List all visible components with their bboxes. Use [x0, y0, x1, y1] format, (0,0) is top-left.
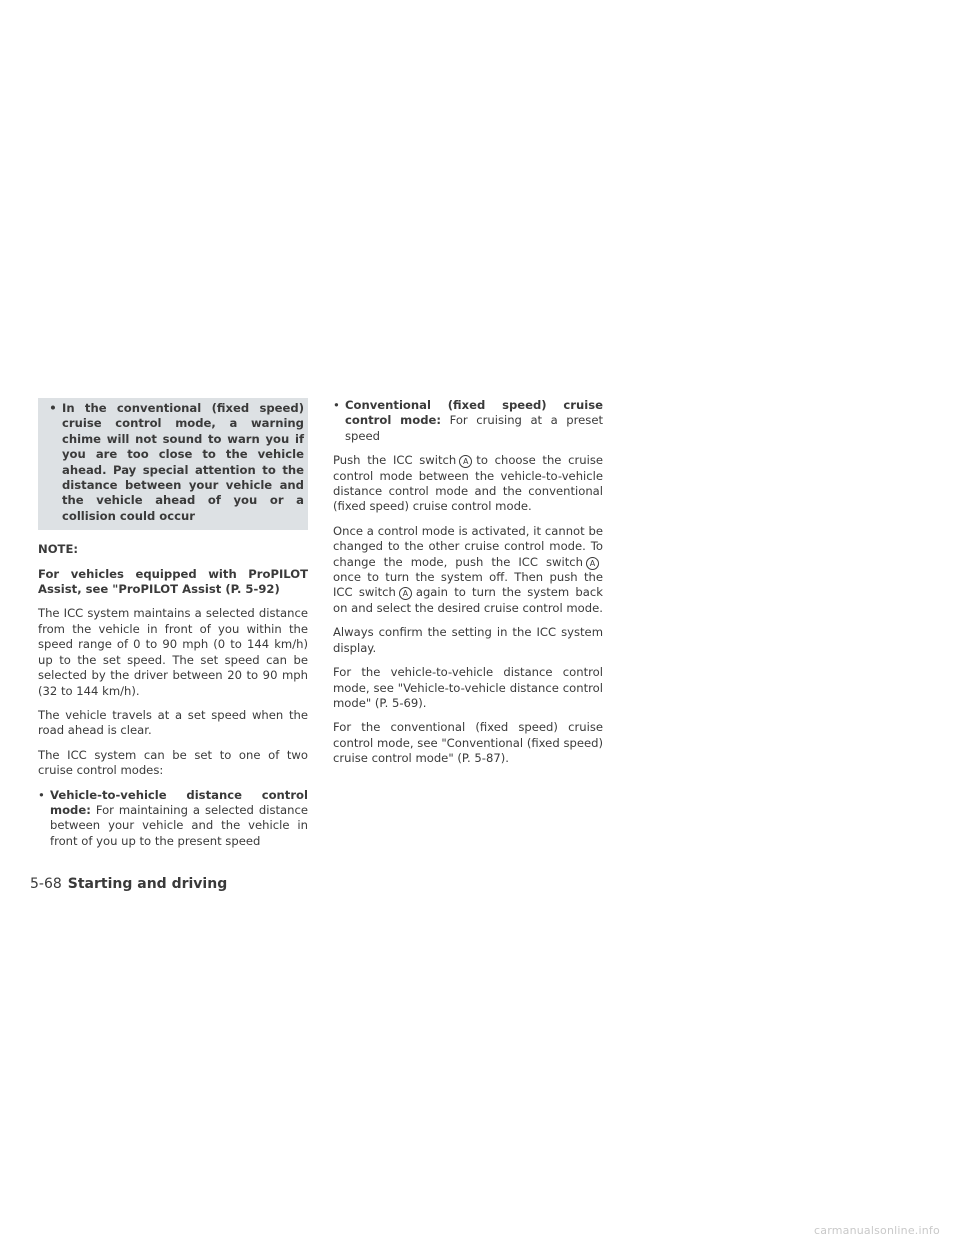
text-fragment: Push the ICC switch	[333, 453, 457, 468]
bullet-dot: •	[38, 787, 45, 802]
section-title: Starting and driving	[67, 876, 228, 892]
list-item-label: Vehicle-to-vehicle distance control mode:	[50, 787, 308, 817]
list-item-description: For cruising at a preset speed	[345, 413, 604, 443]
bullet-dot: •	[49, 401, 57, 415]
left-column	[38, 398, 308, 858]
list-item-text	[345, 398, 603, 444]
paragraph-two-modes: The ICC system can be set to one of two cruise control modes:	[38, 747, 308, 778]
list-item-distance-mode	[38, 788, 308, 850]
watermark: carmanualsonline.info	[814, 1224, 940, 1237]
paragraph-distance-reference: For the vehicle-to-vehicle distance control mode, see "Vehicle-to-vehicle distance control mode" (P. 5-69).	[333, 665, 603, 710]
note-heading: NOTE:	[38, 542, 79, 557]
warning-bullet-item	[44, 401, 304, 524]
list-item-description: For maintaining a selected distance between your vehicle and the vehicle in front of you up to the present speed	[50, 802, 308, 848]
text-fragment: to choose the cruise control mode between the vehicle-to-vehicle distance control mode and the conventional (fixed speed) cruise control mode.	[333, 453, 604, 514]
callout-a-icon: A	[399, 587, 412, 600]
page-footer	[30, 876, 227, 892]
paragraph-set-speed: The vehicle travels at a set speed when the road ahead is clear.	[38, 707, 308, 738]
bullet-dot: •	[333, 398, 340, 412]
page-number: 5-68	[30, 876, 62, 892]
paragraph-push-switch	[333, 453, 603, 515]
note-text: For vehicles equipped with ProPILOT Assist, see "ProPILOT Assist (P. 5-92)	[38, 566, 308, 597]
paragraph-change-mode	[333, 524, 603, 616]
callout-a-icon: A	[459, 455, 472, 468]
paragraph-icc-maintains: The ICC system maintains a selected distance from the vehicle in front of you within the speed range of 0 to 90 mph (0 to 144 km/h) up to the set speed. The set speed can be selected by the driver between 20 to 90 mph (32 to 144 km/h).	[38, 606, 308, 698]
text-fragment: again to turn the system back on and select the desired cruise control mode.	[333, 585, 603, 615]
warning-box	[38, 398, 308, 530]
paragraph-conventional-reference: For the conventional (fixed speed) cruise control mode, see "Conventional (fixed speed) cruise control mode" (P. 5-87).	[333, 720, 603, 766]
callout-a-icon: A	[586, 557, 599, 570]
list-item-label: Conventional (fixed speed) cruise control mode:	[345, 398, 603, 428]
text-fragment: Once a control mode is activated, it cannot be changed to the other cruise control mode. To change the mode, push the ICC switch	[333, 523, 603, 569]
paragraph-confirm-setting: Always confirm the setting in the ICC system display.	[333, 625, 603, 655]
list-item-conventional-mode	[333, 398, 603, 444]
right-column	[333, 398, 603, 776]
warning-text: In the conventional (fixed speed) cruise control mode, a warning chime will not sound to warn you if you are too close to the vehicle ahead. Pay special attention to the distance between your vehicle and the vehicle ahead of you or a collision could occur	[62, 401, 304, 523]
list-item-text	[50, 788, 308, 850]
text-fragment: once to turn the system off. Then push the ICC switch	[333, 570, 603, 600]
